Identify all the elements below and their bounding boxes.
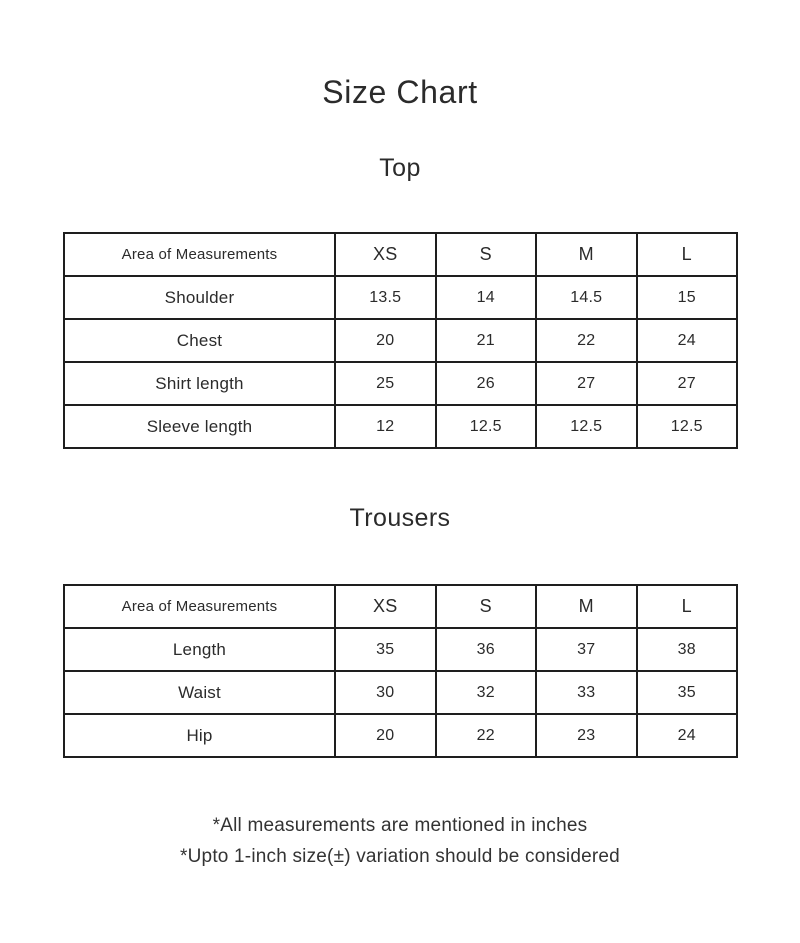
column-header-m: M: [536, 233, 637, 276]
cell-value: 35: [637, 671, 738, 714]
cell-value: 12.5: [436, 405, 537, 448]
cell-value: 27: [637, 362, 738, 405]
section-title-trousers: Trousers: [349, 504, 451, 532]
row-label: Length: [64, 628, 335, 671]
row-label: Waist: [64, 671, 335, 714]
table-row-hip: [64, 714, 737, 757]
table-row-shirt-length: [64, 362, 737, 405]
row-label: Shoulder: [64, 276, 335, 319]
table-row-shoulder: [64, 276, 737, 319]
table-row-length: [64, 628, 737, 671]
cell-value: 25: [335, 362, 436, 405]
cell-value: 38: [637, 628, 738, 671]
cell-value: 12: [335, 405, 436, 448]
note-variation: *Upto 1-inch size(±) variation should be considered: [180, 846, 620, 867]
cell-value: 30: [335, 671, 436, 714]
column-header-l: L: [637, 233, 738, 276]
size-table-top: [63, 232, 738, 449]
row-label: Chest: [64, 319, 335, 362]
cell-value: 15: [637, 276, 738, 319]
column-header-s: S: [436, 585, 537, 628]
cell-value: 23: [536, 714, 637, 757]
cell-value: 36: [436, 628, 537, 671]
column-header-m: M: [536, 585, 637, 628]
table-row-chest: [64, 319, 737, 362]
section-title-top: Top: [379, 154, 421, 182]
column-header-xs: XS: [335, 233, 436, 276]
cell-value: 35: [335, 628, 436, 671]
cell-value: 12.5: [637, 405, 738, 448]
cell-value: 24: [637, 319, 738, 362]
page-title: Size Chart: [322, 74, 478, 110]
cell-value: 14: [436, 276, 537, 319]
row-label: Hip: [64, 714, 335, 757]
row-label: Sleeve length: [64, 405, 335, 448]
cell-value: 37: [536, 628, 637, 671]
cell-value: 20: [335, 714, 436, 757]
table-header-row: [64, 233, 737, 276]
column-header-s: S: [436, 233, 537, 276]
column-header-xs: XS: [335, 585, 436, 628]
cell-value: 22: [536, 319, 637, 362]
cell-value: 26: [436, 362, 537, 405]
column-header-area: Area of Measurements: [64, 233, 335, 276]
table-row-waist: [64, 671, 737, 714]
cell-value: 27: [536, 362, 637, 405]
cell-value: 33: [536, 671, 637, 714]
column-header-area: Area of Measurements: [64, 585, 335, 628]
size-table-trousers: [63, 584, 738, 758]
measurement-notes: [0, 810, 800, 872]
table-row-sleeve-length: [64, 405, 737, 448]
note-inches: *All measurements are mentioned in inches: [212, 815, 588, 836]
table-header-row: [64, 585, 737, 628]
cell-value: 12.5: [536, 405, 637, 448]
cell-value: 14.5: [536, 276, 637, 319]
cell-value: 21: [436, 319, 537, 362]
column-header-l: L: [637, 585, 738, 628]
row-label: Shirt length: [64, 362, 335, 405]
cell-value: 22: [436, 714, 537, 757]
cell-value: 32: [436, 671, 537, 714]
cell-value: 20: [335, 319, 436, 362]
cell-value: 24: [637, 714, 738, 757]
cell-value: 13.5: [335, 276, 436, 319]
